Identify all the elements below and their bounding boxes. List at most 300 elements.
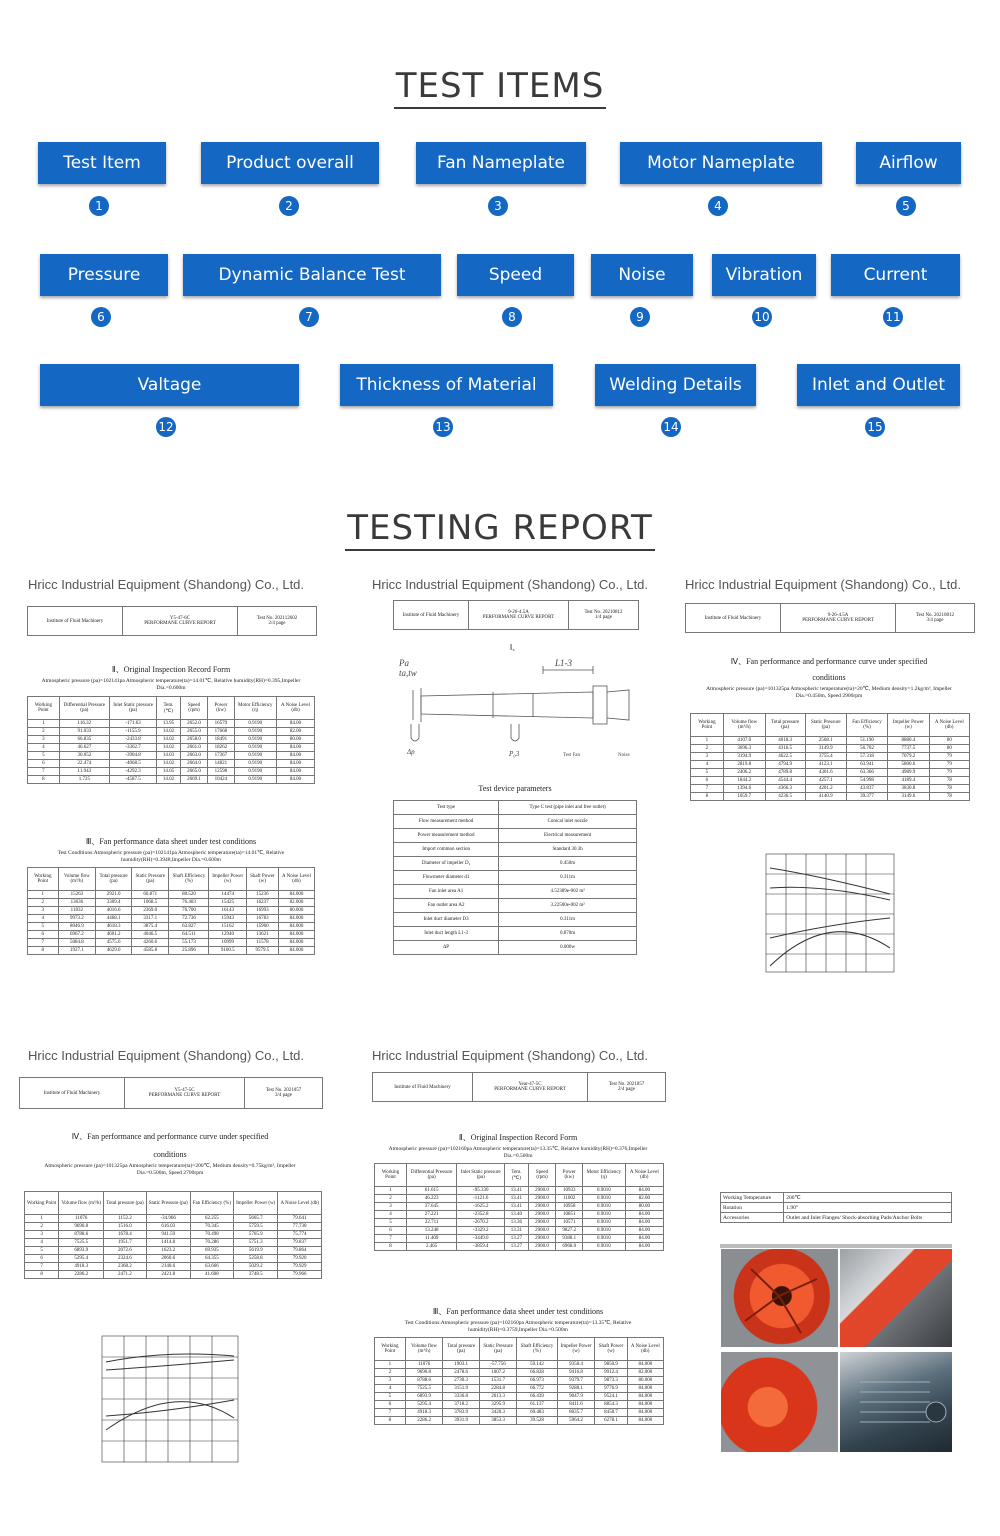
table-cell: 84.00 (625, 1187, 663, 1195)
table-cell: 78 (929, 777, 969, 785)
table-cell: 4257.1 (805, 777, 846, 785)
table-cell: 0.9010 (582, 1235, 625, 1243)
table-cell: 11.409 (406, 1235, 456, 1243)
table-row (691, 761, 970, 769)
table-cell: 84.00 (625, 1235, 663, 1243)
table-row (28, 728, 315, 736)
table-cell: 7 (28, 939, 59, 947)
table-cell: 3853.3 (479, 1417, 517, 1425)
table-row (28, 720, 315, 728)
table-cell: 0.9190 (234, 752, 276, 760)
institute-label: Institute of Fluid Machinery (686, 604, 781, 632)
table-row (691, 785, 970, 793)
table-row (375, 1203, 664, 1211)
current-button: Current (831, 254, 960, 296)
table-cell: 4140.9 (805, 793, 846, 801)
section-heading: Ⅱ、Original Inspection Record Form (111, 665, 231, 674)
table-cell: 2900.0 (528, 1203, 556, 1211)
table-cell: 13.95 (157, 720, 180, 728)
table-cell: 3309.4 (96, 899, 132, 907)
table-cell: 82.00 (625, 1195, 663, 1203)
table-row (28, 768, 315, 776)
table-cell: 4189.4 (888, 777, 930, 785)
table-cell: 5 (28, 923, 59, 931)
table-row (28, 923, 315, 931)
number-badge: 4 (708, 196, 728, 216)
table-cell: 80.520 (169, 891, 209, 899)
company-name: Hricc Industrial Equipment (Shandong) Co., Ltd. (372, 577, 649, 592)
table-cell: 14.02 (157, 744, 180, 752)
table-row (25, 1223, 322, 1231)
table-cell: 4046.5 (132, 931, 169, 939)
table-cell: 7 (375, 1409, 406, 1417)
table-cell: 2900.0 (528, 1227, 556, 1235)
table-cell: 3 (28, 907, 59, 915)
table-cell: 4316.5 (765, 745, 805, 753)
table-cell: 4918.3 (59, 1263, 104, 1271)
table-cell: 2665.0 (180, 768, 208, 776)
section-heading: Ⅲ、Fan performance data sheet under test conditions (432, 1307, 604, 1316)
table-cell: 3 (25, 1231, 59, 1239)
table-cell: 13.40 (505, 1211, 529, 1219)
table-cell: 3748.5 (234, 1271, 278, 1279)
table-cell: 4016.6 (96, 907, 132, 915)
table-cell: 14474 (209, 891, 246, 899)
table-header-row (375, 1164, 664, 1187)
table-cell: 4 (28, 915, 59, 923)
noise-button: Noise (591, 254, 693, 296)
column-header: Shaft Power (w) (595, 1338, 627, 1361)
column-header: A Noise Level (db) (625, 1164, 663, 1187)
table-cell: 4 (375, 1211, 407, 1219)
table-cell: 70.345 (190, 1223, 233, 1231)
table-cell: 2471.2 (104, 1271, 147, 1279)
table-cell: 6278.1 (595, 1417, 627, 1425)
table-cell: 9379.7 (557, 1377, 595, 1385)
table-cell: 9827.2 (556, 1227, 583, 1235)
table-cell: 9388.1 (556, 1235, 583, 1243)
table-cell: 14.02 (157, 760, 180, 768)
table-cell: Electrical measurement (499, 829, 637, 843)
table-cell: 4575.6 (96, 939, 132, 947)
test-conditions: Atmospheric pressure (pa)=101325pa Atmospheric temperature(ta)=20℃, Medium density=1.2kg/m³, Impeller Dia.=0.450m, Speed 2900rpm (706, 686, 952, 700)
table-cell: 8854.3 (595, 1401, 627, 1409)
fan-housing-photo (840, 1249, 952, 1347)
table-cell: 84.00 (276, 720, 314, 728)
table-cell: 64.511 (169, 931, 209, 939)
table-cell: 63.366 (846, 769, 887, 777)
company-name: Hricc Industrial Equipment (Shandong) Co., Ltd. (28, 1048, 305, 1063)
table-cell: 5 (375, 1219, 407, 1227)
fan-nameplate-button: Fan Nameplate (416, 142, 586, 184)
table-cell: 18262 (208, 744, 234, 752)
table-cell: Flow measurement method (394, 815, 499, 829)
table-cell: 14.02 (157, 776, 180, 784)
number-badge: 14 (661, 417, 681, 437)
table-cell: 63.666 (190, 1263, 233, 1271)
number-badge: 13 (433, 417, 453, 437)
table-cell: 13.27 (505, 1235, 529, 1243)
table-row (28, 776, 315, 784)
table-cell: 79 (929, 753, 969, 761)
table-cell: 12940 (209, 931, 246, 939)
table-cell: 69.935 (190, 1247, 233, 1255)
table-cell: 7079.2 (888, 753, 930, 761)
table-cell: 1623.2 (146, 1247, 190, 1255)
table-cell: 54.998 (846, 777, 887, 785)
table-cell: 16143 (209, 907, 246, 915)
test-items-title: TEST ITEMS (0, 66, 1000, 106)
table-cell: 3718.2 (443, 1401, 479, 1409)
test-number: Test No. 20210812 3/4 page (915, 613, 955, 623)
test-number: Test No. 202112602 2/4 page (256, 616, 298, 626)
report-model: 9-26-4.5A PERFORMANE CURVE REPORT (781, 604, 896, 632)
table-cell: 7 (691, 785, 724, 793)
table-cell: 1394.6 (723, 785, 765, 793)
diagram-label: P₀3 (509, 750, 520, 758)
table-cell: 1678.4 (104, 1231, 147, 1239)
column-header: A Noise Level (db) (278, 1192, 322, 1215)
table-row (28, 752, 315, 760)
column-header: Total pressure (pa) (765, 714, 805, 737)
table-cell: 3931.9 (443, 1417, 479, 1425)
table-cell: 2568.1 (805, 737, 846, 745)
table-row (375, 1235, 664, 1243)
table-cell: 0.9010 (582, 1195, 625, 1203)
table-cell: 15943 (209, 915, 246, 923)
table-cell: 13.31 (505, 1227, 529, 1235)
table-cell: 4018.3 (765, 737, 805, 745)
table-cell: 84.000 (627, 1409, 663, 1417)
table-cell: 7525.5 (405, 1385, 443, 1393)
table-cell: 1068.5 (132, 899, 169, 907)
table-cell: 64.355 (190, 1255, 233, 1263)
performance-table (690, 713, 970, 801)
motor-photo (840, 1352, 952, 1452)
column-header: Power (kw) (208, 697, 234, 720)
table-cell: 13.27 (505, 1243, 529, 1251)
table-cell: 66.439 (517, 1393, 557, 1401)
table-cell: 2900.0 (528, 1211, 556, 1219)
table-cell: 0.311m (499, 913, 637, 927)
table-cell: 0.9010 (582, 1203, 625, 1211)
table-row (394, 941, 637, 955)
table-row (691, 753, 970, 761)
table-cell: 5964.2 (557, 1417, 595, 1425)
column-header: Total pressure (pa) (443, 1338, 479, 1361)
table-cell: 10424 (208, 776, 234, 784)
table-cell: 6893.9 (405, 1393, 443, 1401)
table-cell: 2286.2 (405, 1417, 443, 1425)
table-cell: 15425 (209, 899, 246, 907)
column-header: Tem. (℃) (157, 697, 180, 720)
motor-icon (840, 1352, 952, 1452)
report-model: 9-26-4.5A PERFORMANE CURVE REPORT (469, 601, 569, 629)
column-header: Volume flow (m³/h) (723, 714, 765, 737)
table-cell: 5084.8 (58, 939, 95, 947)
speed-button: Speed (457, 254, 574, 296)
table-header-row (25, 1192, 322, 1215)
column-header: Volume flow (m³/h) (405, 1338, 443, 1361)
table-cell: -3904.8 (109, 752, 156, 760)
table-row (721, 1203, 952, 1213)
divider (720, 1244, 952, 1248)
table-cell: 78 (929, 793, 969, 801)
table-cell: Inlet duct diameter D3 (394, 913, 499, 927)
table-cell: 4629.0 (96, 947, 132, 955)
table-cell: 9690.8 (59, 1223, 104, 1231)
column-header: Working Point (691, 714, 724, 737)
product-overall-button: Product overall (201, 142, 379, 184)
table-cell: 0.870m (499, 927, 637, 941)
section-heading: Ⅰ、 (509, 643, 521, 652)
table-cell: -57.756 (479, 1361, 517, 1369)
table-cell: 9100.5 (209, 947, 246, 955)
table-cell: 8788.6 (59, 1231, 104, 1239)
column-header: Impeller Power (w) (557, 1338, 595, 1361)
table-cell: 12598 (208, 768, 234, 776)
table-cell: 80 (929, 745, 969, 753)
table-cell: 76.403 (169, 899, 209, 907)
report-header (19, 1077, 323, 1109)
table-cell: 2652.0 (180, 720, 208, 728)
table-cell: 70.498 (190, 1231, 233, 1239)
table-cell: 1152.2 (104, 1215, 147, 1223)
column-header: Working Point (25, 1192, 59, 1215)
table-cell: 0.000w (499, 941, 637, 955)
table-cell: 3317.1 (132, 915, 169, 923)
number-badge: 7 (299, 307, 319, 327)
airflow-button: Airflow (856, 142, 961, 184)
table-cell: 2900.0 (528, 1243, 556, 1251)
table-cell: 15162 (209, 923, 246, 931)
table-row (375, 1211, 664, 1219)
table-row (394, 843, 637, 857)
table-cell: 61.137 (517, 1401, 557, 1409)
table-cell: 4366.3 (765, 785, 805, 793)
table-cell: 8788.6 (405, 1377, 443, 1385)
section-heading: Ⅳ、Fan performance and performance curve under specified (730, 657, 928, 666)
column-header: Static Pressure (pa) (805, 714, 846, 737)
table-cell: 82.000 (278, 899, 314, 907)
column-header: Working Point (375, 1164, 407, 1187)
table-cell: 9873.3 (595, 1377, 627, 1385)
table-cell: 6968.0 (556, 1243, 583, 1251)
table-cell: 5765.9 (234, 1231, 278, 1239)
table-row (394, 801, 637, 815)
table-cell: 3696.3 (723, 745, 765, 753)
table-cell: 13636 (58, 899, 95, 907)
column-header: Shaft Power (w) (246, 868, 278, 891)
table-row (28, 891, 315, 899)
number-badge: 15 (865, 417, 885, 437)
table-cell: 1844.2 (723, 777, 765, 785)
table-cell: 2286.2 (59, 1271, 104, 1279)
table-cell: 3755.4 (805, 753, 846, 761)
table-cell: 5759.5 (234, 1223, 278, 1231)
diagram-label: Δp (407, 748, 415, 756)
test-conditions: Atmospheric pressure (pa)=102160pa Atmospheric temperature(ta)=13.35℃, Relative humidity(RH)=0.376,Impeller Dia.=0.500m (388, 1146, 648, 1160)
table-cell: 0.9190 (234, 768, 276, 776)
column-header: A Noise Level (db) (276, 697, 314, 720)
table-row (28, 760, 315, 768)
table-cell: Standard 30.3h (499, 843, 637, 857)
table-cell: 3 (691, 753, 724, 761)
table-row (375, 1369, 664, 1377)
number-badge: 1 (89, 196, 109, 216)
section-heading: Test device parameters (478, 784, 552, 793)
table-cell: 25.896 (169, 947, 209, 955)
table-cell: 5665.7 (234, 1215, 278, 1223)
column-header: Motor Efficiency (η) (582, 1164, 625, 1187)
table-cell: 7 (28, 768, 60, 776)
table-cell: 3875.4 (132, 923, 169, 931)
table-cell: 616.03 (146, 1223, 190, 1231)
table-cell: 4107.0 (723, 737, 765, 745)
table-cell: 7 (375, 1235, 407, 1243)
table-cell: 84.00 (625, 1211, 663, 1219)
table-cell: 2669.1 (180, 776, 208, 784)
table-row (28, 947, 315, 955)
table-cell: 8458.7 (595, 1409, 627, 1417)
table-cell: 84.000 (627, 1393, 663, 1401)
table-cell: 3149.9 (805, 745, 846, 753)
vibration-button: Vibration (712, 254, 816, 296)
table-cell: 3295.9 (479, 1401, 517, 1409)
table-cell: 10851 (556, 1211, 583, 1219)
table-row (375, 1227, 664, 1235)
number-badge: 3 (488, 196, 508, 216)
table-row (28, 736, 315, 744)
pressure-button: Pressure (40, 254, 168, 296)
table-cell: 0.9010 (582, 1243, 625, 1251)
table-cell: 0.9190 (234, 720, 276, 728)
table-cell: 10571 (556, 1219, 583, 1227)
table-cell: 79 (929, 769, 969, 777)
table-cell: 6967.2 (58, 931, 95, 939)
table-row (375, 1409, 664, 1417)
table-cell: 0.9010 (582, 1219, 625, 1227)
table-cell: 0.9190 (234, 728, 276, 736)
table-cell: 7737.5 (888, 745, 930, 753)
column-header: Working Point (28, 868, 59, 891)
table-cell: 5295.4 (59, 1255, 104, 1263)
table-cell: 14.02 (157, 736, 180, 744)
table-cell: 4544.4 (765, 777, 805, 785)
fan-impeller-photo (721, 1249, 838, 1347)
table-cell: 78 (929, 785, 969, 793)
table-cell: 200℃ (784, 1193, 952, 1203)
table-cell: 2 (28, 728, 60, 736)
table-cell: 62.255 (190, 1215, 233, 1223)
table-cell: 1 (375, 1361, 406, 1369)
test-conditions: Test Conditions:Atmospheric pressure (pa)=102141pa Atmospheric temperature(ta)=14.01℃, Relative humidity(RH)=0.3948,Impeller Dia.=0.600m (57, 850, 285, 864)
table-cell: 84.000 (627, 1361, 663, 1369)
table-cell: 1414.8 (146, 1239, 190, 1247)
table-row (691, 745, 970, 753)
table-cell: 14.05 (157, 768, 180, 776)
table-cell: 84.000 (627, 1401, 663, 1409)
fan-outlet-photo (721, 1352, 838, 1452)
table-cell: 18491 (208, 736, 234, 744)
section-heading: Ⅱ、Original Inspection Record Form (458, 1133, 578, 1142)
table-cell: 9524.1 (595, 1393, 627, 1401)
table-cell: 6 (375, 1227, 407, 1235)
table-row (375, 1243, 664, 1251)
table-cell: 2658.0 (180, 736, 208, 744)
company-name: Hricc Industrial Equipment (Shandong) Co., Ltd. (685, 577, 962, 592)
table-cell: 0.9010 (582, 1187, 625, 1195)
table-cell: Inlet duct length L1-3 (394, 927, 499, 941)
column-header: Static Pressure (pa) (146, 1192, 190, 1215)
table-cell: 5 (28, 752, 60, 760)
column-header: Motor Efficiency (η) (234, 697, 276, 720)
table-cell: 60.483 (517, 1409, 557, 1417)
table-cell: 46.223 (406, 1195, 456, 1203)
table-cell: 2 (691, 745, 724, 753)
table-cell: 4585.8 (132, 947, 169, 955)
table-cell: 1951.7 (104, 1239, 147, 1247)
chart-curve-icon (86, 1330, 256, 1476)
dynamic-balance-test-button: Dynamic Balance Test (183, 254, 441, 296)
company-name: Hricc Industrial Equipment (Shandong) Co., Ltd. (372, 1048, 649, 1063)
table-cell: 8411.6 (557, 1401, 595, 1409)
table-row (394, 829, 637, 843)
table-cell: 17668 (208, 728, 234, 736)
number-badge: 10 (752, 307, 772, 327)
table-cell: Flowmeter diameter d1 (394, 871, 499, 885)
section-heading: Ⅲ、Fan performance data sheet under test conditions (85, 837, 257, 846)
table-cell: 0.311m (499, 871, 637, 885)
table-cell: 6 (25, 1255, 59, 1263)
table-row (394, 927, 637, 941)
column-header: Total pressure (pa) (96, 868, 132, 891)
column-header: Tem. (℃) (505, 1164, 529, 1187)
table-cell: ΔP (394, 941, 499, 955)
diagram-label: Pa (399, 658, 409, 668)
column-header: Speed (rpm) (180, 697, 208, 720)
column-header: Static Pressure (pa) (479, 1338, 517, 1361)
company-name: Hricc Industrial Equipment (Shandong) Co., Ltd. (28, 577, 305, 592)
table-header-row (28, 868, 315, 891)
table-cell: Accessories (721, 1213, 784, 1223)
table-cell: 84.000 (278, 923, 314, 931)
welding-details-button: Welding Details (595, 364, 756, 406)
table-cell: 2900.0 (528, 1219, 556, 1227)
column-header: Working Point (375, 1338, 406, 1361)
table-cell: 3783.9 (443, 1409, 479, 1417)
table-cell: 2140.6 (146, 1263, 190, 1271)
table-cell: 80.000 (627, 1377, 663, 1385)
table-cell: 13.36 (505, 1219, 529, 1227)
table-cell: 2900.0 (528, 1195, 556, 1203)
performance-data-table (374, 1337, 664, 1425)
diagram-label: ta,tw (399, 668, 417, 678)
test-item-button: Test Item (38, 142, 166, 184)
column-header: Impeller Power (w) (234, 1192, 278, 1215)
table-cell: 0.9190 (234, 736, 276, 744)
table-cell: 2324.6 (104, 1255, 147, 1263)
table-cell: 2819.8 (723, 761, 765, 769)
table-cell: 56.702 (846, 745, 887, 753)
table-cell: 6 (28, 760, 60, 768)
table-cell: Rotation (721, 1203, 784, 1213)
table-cell: 4789.8 (765, 769, 805, 777)
table-cell: 5 (25, 1247, 59, 1255)
table-cell: 5751.3 (234, 1239, 278, 1247)
table-cell: 22.474 (59, 760, 109, 768)
table-cell: Outlet and Inlet Flanges/ Shock-absorbing Pads/Anchor Bolts (784, 1213, 952, 1223)
